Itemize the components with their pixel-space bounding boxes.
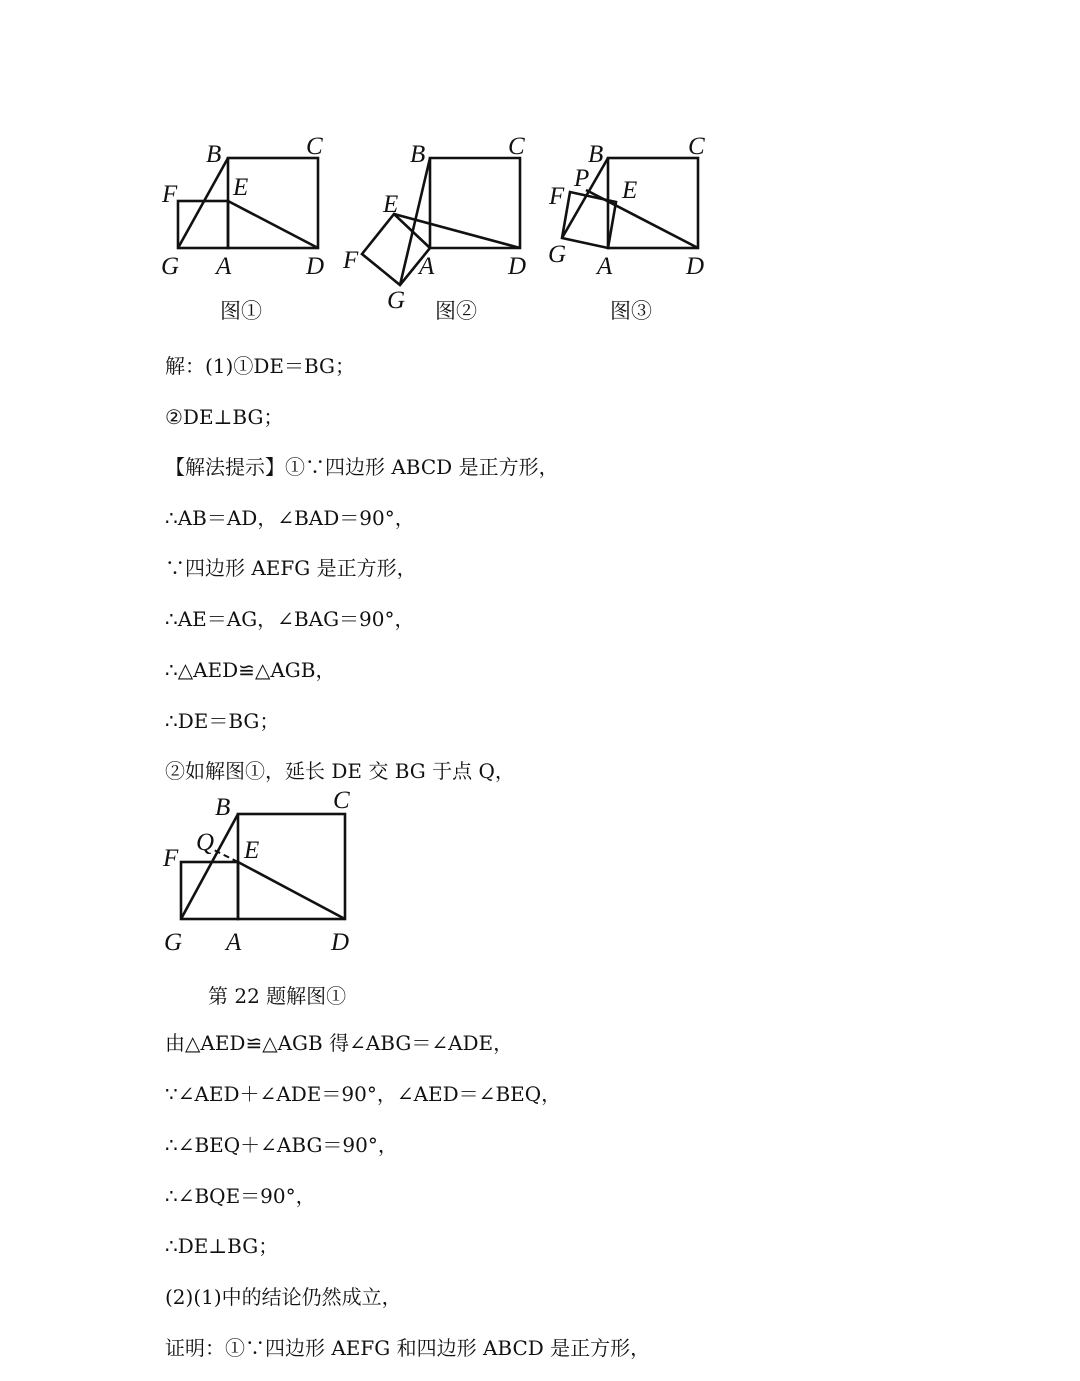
fig3-label-p: P [574, 165, 590, 192]
fig1-label-f: F [162, 181, 178, 208]
sol-extension-eq [214, 850, 238, 862]
fig2-label-g: G [387, 287, 406, 314]
sol-square-abcd [238, 814, 345, 919]
sol-label-g: G [164, 929, 183, 956]
fig2-label-e: E [383, 191, 399, 218]
figure-1 [178, 158, 318, 248]
solution-line-16: 证明：①∵四边形 AEFG 和四边形 ABCD 是正方形， [165, 1336, 651, 1360]
solution-line-12: ∴∠BEQ＋∠ABG＝90°， [165, 1133, 398, 1157]
fig1-label-d: D [306, 253, 325, 280]
solution-line-13: ∴∠BQE＝90°， [165, 1184, 316, 1208]
solution-line-14: ∴DE⊥BG； [165, 1234, 279, 1258]
solution-line-8: ∴DE＝BG； [165, 709, 280, 733]
solution-line-6: ∴AE＝AG，∠BAG＝90°， [165, 607, 415, 631]
sol-label-q: Q [196, 829, 215, 856]
solution-line-3: 【解法提示】①∵四边形 ABCD 是正方形， [165, 455, 559, 479]
sol-label-d: D [331, 929, 350, 956]
fig1-square-abcd [228, 158, 318, 248]
sol-square-aefg [181, 862, 238, 919]
fig3-segment-de [586, 190, 698, 248]
fig3-label-f: F [549, 183, 565, 210]
solution-figure-caption: 第 22 题解图① [208, 984, 347, 1008]
solution-line-5: ∵四边形 AEFG 是正方形， [165, 556, 417, 580]
solution-line-9: ②如解图①，延长 DE 交 BG 于点 Q， [165, 759, 515, 783]
fig2-square-abcd [430, 158, 520, 248]
fig2-label-f: F [343, 247, 359, 274]
solution-line-1: 解：(1)①DE＝BG； [165, 354, 356, 378]
solution-line-2: ②DE⊥BG； [165, 405, 284, 429]
sol-segment-de [238, 862, 345, 919]
fig2-caption: 图② [435, 299, 477, 323]
sol-label-c: C [333, 787, 350, 814]
sol-label-a: A [226, 929, 242, 956]
fig3-label-g: G [548, 241, 567, 268]
fig1-caption: 图① [220, 299, 262, 323]
figure-2 [362, 158, 520, 285]
fig3-label-e: E [622, 177, 638, 204]
sol-label-e: E [244, 837, 260, 864]
fig1-square-aefg [178, 201, 228, 248]
fig2-label-d: D [508, 253, 527, 280]
sol-label-b: B [215, 794, 231, 821]
solution-line-7: ∴△AED≌△AGB， [165, 658, 336, 682]
fig3-label-c: C [688, 133, 705, 160]
fig2-label-b: B [410, 141, 426, 168]
fig3-caption: 图③ [610, 299, 652, 323]
fig3-label-a: A [597, 253, 613, 280]
fig3-label-b: B [588, 141, 604, 168]
fig1-label-b: B [206, 141, 222, 168]
solution-line-15: (2)(1)中的结论仍然成立， [165, 1285, 402, 1309]
fig2-label-c: C [508, 133, 525, 160]
fig2-label-a: A [419, 253, 435, 280]
fig3-label-d: D [686, 253, 705, 280]
fig1-label-e: E [233, 174, 249, 201]
solution-line-4: ∴AB＝AD，∠BAD＝90°， [165, 506, 415, 530]
fig1-label-g: G [161, 253, 180, 280]
solution-line-11: ∵∠AED＋∠ADE＝90°，∠AED＝∠BEQ， [165, 1082, 562, 1106]
fig1-label-c: C [306, 133, 323, 160]
fig1-segment-de [228, 201, 318, 248]
sol-label-f: F [163, 845, 179, 872]
fig1-label-a: A [216, 253, 232, 280]
fig1-segment-bg [178, 158, 228, 248]
solution-line-10: 由△AED≌△AGB 得∠ABG＝∠ADE， [165, 1031, 514, 1055]
